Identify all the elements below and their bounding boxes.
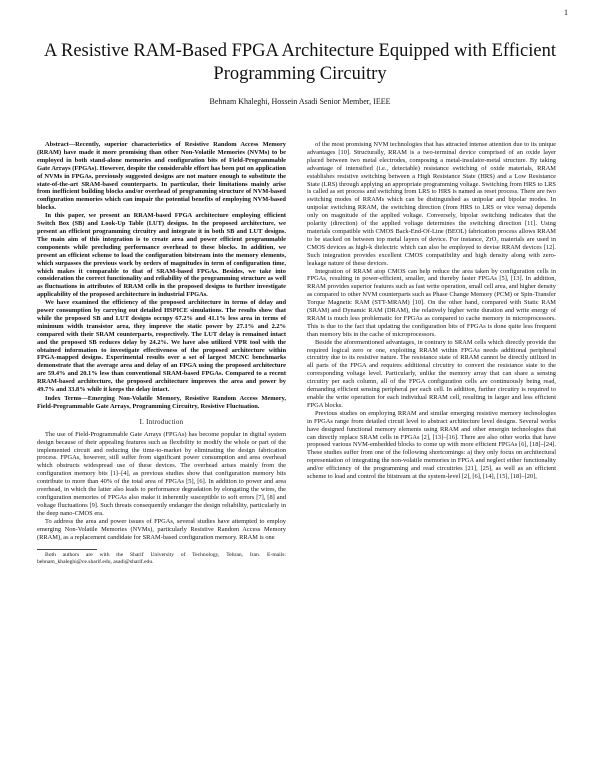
body-paragraph: Previous studies on employing RRAM and similar emerging resistive memory technologies in FPGAs range from detailed circuit level to abstract architecture level designs. Several works have designed functional memory elements using RRAM and other emergin technologies that can directly replace SRAM cells in FPGAs [2], [13]–[16]. There are also other works that have proposed various NVM-embedded blocks to come up with more efficient FPGAs [6], [18]–[24]. These studies suffer from one of the following shortcomings: a) they only focus on architectural representation of integrating the non-volatile memories in FPGA and neglect either functionality and/or efficiency of the programming and read circuitries [21], [25], as well as an efficient scheme to load and control the bitstream at the system-level [2], [6], [14], [15], [18]–[20], [307,409,556,481]
right-column [307,141,556,481]
abstract-paragraph: In this paper, we present an RRAM-based FPGA architecture employing efficient Switch Box (SB) and Look-Up Table (LUT) designs. In the proposed architecture, we present an efficient programming circuitry and integrate it in both SB and LUT designs. The main aim of this integration is to create area and power efficient programmable components while precluding performance overhead to these blocks. In addition, we present an efficient scheme to load the configuration bitstream into the memory elements, which surpasses the previous work by orders of magnitudes in term of configuration time, which makes it comparable to that of SRAM-based FPGAs. Besides, we take into consideration the correct functionality and reliability of the programming structure as well as fluctuations in attributes of RRAM cells in the proposed designs to further investigate applicability of the proposed architecture in industrial FPGAs. [37,212,286,299]
body-paragraph: Beside the aforementioned advantages, in contrary to SRAM cells which directly provide the required logical zero or one, exploiting RRAM within FPGAs needs additional peripheral circuitry due to its resistive nature. The resistance state of RRAM cannot be directly utilized in all parts of the FPGA and requires additional circuitry to convert the resistance state to the corresponding voltage level. Particularly, unlike the memory array that can share a sensing circuitry per each column, all of the FPGA configuration cells are continuously being read, demanding efficient sensing peripheral per each cell. In addition, further circuitry is required to enable the write operation for each individual RRAM cell, resulting in larger and less efficient FPGA blocks. [307,338,556,409]
index-terms: Index Terms—Emerging Non-Volatile Memory, Resistive Random Access Memory, Field-Programmable Gate Arrays, Programming Circuitry, Resistive Fluctuation. [37,395,286,410]
paper-authors: Behnam Khaleghi, Hossein Asadi Senior Member, IEEE [209,97,391,106]
body-paragraph: Integration of RRAM atop CMOS can help reduce the area taken by configuration cells in FPGAs, resulting in power-efficient, smaller, and thereby faster FPGAs [5], [13]. In addition, RRAM provides superior features such as fast write operation, small cell area, and higher density as compared to other NVM counterparts such as Phase Change Memory (PCM) or Spin-Transfer Torque Magnetic RAM (STT-MRAM) [10]. On the other hand, compared with Static RAM (SRAM) and Dynamic RAM (DRAM), the relatively higher write duration and write energy of RRAM is much less problematic for FPGAs as compared to cache memory in microprocessors. This is due to the fact that updating the configuration bits of FPGAs is done quite less frequent than memory bits in the cache of microprocessors. [307,267,556,338]
section-heading: I. Introduction [139,418,184,426]
abstract-paragraph: Abstract—Recently, superior characteristics of Resistive Random Access Memory (RRAM) have made it more promising than other Non-Volatile Memories (NVMs) to be employed in both stand-alone memories and configuration bits of Field-Programmable Gate Arrays (FPGAs). However, despite the considerable effort has been put on application of NVMs in FPGAs, previously suggested designs are not mature enough to substitute the state-of-the-art SRAM-based counterparts. In particular, their limitations mainly arise from inefficient building blocks and/or overhead of programming structure of NVM-based configuration memories which can impair the potential benefits of employing NVM-based blocks. [37,141,286,212]
intro-paragraph: The use of Field-Programmable Gate Arrays (FPGAs) has become popular in digital system design because of their appealing features such as flexibility to modify the whole or part of the implemented circuit and reducing the time-to-market by eliminating the design fabrication process. FPGAs, however, still suffer from significant power consumption and area overhead which obstructs widespread use of these devices. The overhead arises mainly from the configuration memory bits [1]–[4], as previous studies show that configuration memory bits contribute to more than 40% of the total area of FPGAs [5], [6]. In addition to power and area overhead, in which the latter also leads to performance degradation by elongating the wires, the configuration memories of FPGAs also make it inherently susceptible to soft errors [7], [8] and voltage fluctuations [9]. Such threats consequently endanger the design reliability, particularly in the deep nano-CMOS era. [37,430,286,517]
intro-paragraph: To address the area and power issues of FPGAs, several studies have attempted to employ emerging Non-Volatile Memories (NVMs), particularly Resistive Random Access Memory (RRAM), as a replacement candidate for SRAM-based configuration memory. RRAM is one [37,517,286,541]
footnote: Both authors are with the Sharif University of Technology, Tehran, Iran. E-mails: behnam_khaleghi@ce.sharif.edu, asadi@sharif.edu. [37,552,286,566]
body-paragraph: of the most promising NVM technologies that has attracted intense attention due to its unique advantages [10]. Structurally, RRAM is a two-terminal device comprised of an oxide layer placed between two metal electrodes, composing a metal-insulator-metal structure. By taking advantage of intensified (i.e., detectable) resistance switching of oxide materials, RRAM establishes resistive switching between a High Resistance State (HRS) and a Low Resistance State (LRS) through applying an appropriate programming voltage. Switching from HRS to LRS is called as set process and switching from LRS to HRS is named as reset process. There are two switching modes of RRAMs which can be distinguished as unipolar and bipolar modes. In unipolar switching RRAM, the switching direction (from HRS to LRS or vice versa) depends only on magnitude of the applied voltage. Conversely, bipolar switching indicates that the polarity (direction) of the applied voltage determines the switching direction [11]. Using materials compatible with CMOS Back-End-Of-Line (BEOL) fabrication process allows RRAM to be stacked on between top metal layers of device. For instance, ZrO₂ materials are used in CMOS devices as high-k dielectric which can also be employed to devise RRAM devices [12]. Such integration provides excellent CMOS compatibility and high density along with zero-leakage nature of these devices. [307,141,556,267]
footnote-rule [37,549,97,550]
abstract-paragraph: We have examined the efficiency of the proposed architecture in terms of delay and power consumption by carrying out detailed HSPICE simulations. The results show that while the proposed SB and LUT designs occupy 67.2% and 41.1% less area in terms of minimum width transistor area, they improve the static power by 27.1% and 2.2% compared with their SRAM counterparts, respectively. The LUT delay is remained intact and the proposed SB reduces delay by 24.2%. We have also utilized VPR tool with the obtained information to investigate effectiveness of the proposed architecture within FPGA-mapped designs. Experimental results over a set of largest MCNC benchmarks demonstrate that the average area and delay of an FPGA using the proposed architecture are 59.4% and 20.1% less than conventional SRAM-based FPGAs. Compared to a recent RRAM-based architecture, the proposed architecture improves the area and power by 49.7% and 33.8% while it keeps the delay intact. [37,299,286,394]
paper-title: A Resistive RAM-Based FPGA Architecture Equipped with Efficient Programming Circuitry [44,41,556,84]
left-column [37,141,286,566]
page-number: 1 [564,8,568,17]
